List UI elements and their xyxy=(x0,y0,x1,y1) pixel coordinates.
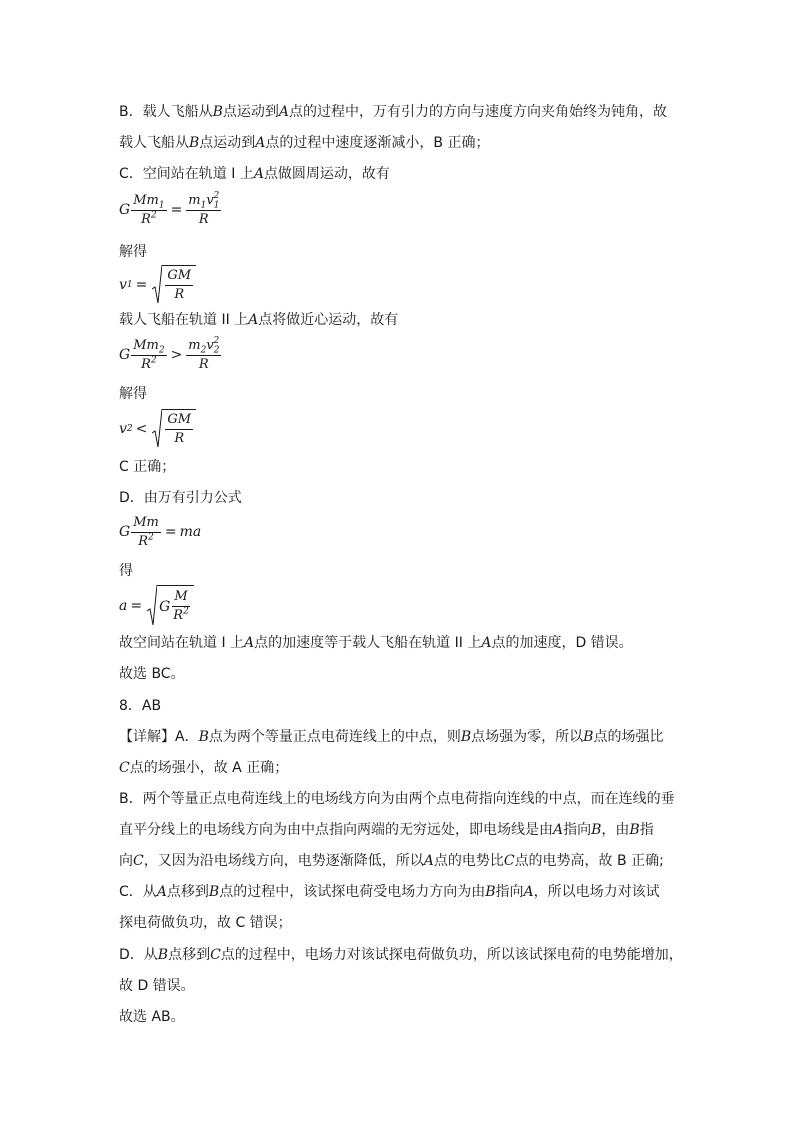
text-de: 得 xyxy=(119,563,133,579)
subscript: 2 xyxy=(213,345,220,356)
text-pick-8: 故选 AB。 xyxy=(119,1009,185,1025)
text: 点运动到 xyxy=(199,135,256,151)
numerator: GM xyxy=(165,412,193,430)
var-b: B xyxy=(157,947,169,963)
text: 点场强为零，所以 xyxy=(471,729,584,745)
sqrt-sign xyxy=(152,265,196,305)
var-a: A xyxy=(156,884,167,900)
denominator: R xyxy=(141,211,151,227)
greater-than-sign: > xyxy=(170,347,183,363)
equals-sign: = xyxy=(170,202,183,218)
subscript: 2 xyxy=(158,345,165,356)
text: ，所以电场力对该试 xyxy=(533,884,660,900)
velocity: v xyxy=(119,277,127,293)
text: C．空间站在轨道 I 上 xyxy=(119,166,254,182)
text: 直平分线上的电场线方向为由中点指向两端的无穷远处，即电场线是由 xyxy=(119,822,553,838)
text: 点的过程中，电场力对该试探电荷做负功，所以该试探电荷的电势能增加， xyxy=(220,947,683,963)
text: D．从 xyxy=(119,947,158,963)
subscript: 1 xyxy=(200,200,207,211)
equation-circular-motion xyxy=(119,191,222,229)
text: 点的过程中速度逐渐减小，B 正确； xyxy=(265,135,490,151)
var-c: C xyxy=(119,760,130,776)
denominator: R xyxy=(138,533,149,549)
numerator: M xyxy=(172,589,189,607)
symbol-g: G xyxy=(119,524,131,540)
text: 【详解】A． xyxy=(119,729,199,745)
text-pick-7: 故选 BC。 xyxy=(119,666,185,682)
text: 点的电势高，故 B 正确; xyxy=(514,853,664,869)
var-b: B xyxy=(485,884,496,900)
sqrt-sign xyxy=(152,409,196,449)
text-jiede-1: 解得 xyxy=(119,244,147,260)
numerator: Mm xyxy=(131,515,161,533)
acceleration: a xyxy=(119,598,128,614)
symbol-g: G xyxy=(159,598,171,615)
text-line-cc1 xyxy=(119,882,660,902)
superscript: 2 xyxy=(150,355,157,366)
velocity: v xyxy=(206,337,214,353)
equation-v2: v 2 < $\frac{GM}{R}$ xyxy=(119,408,196,450)
equation-v1: v 1 = $\frac{GM}{R}$ xyxy=(119,264,196,306)
var-b: B xyxy=(189,135,200,151)
text: 点的电势比 xyxy=(433,853,504,869)
text: 点为两个等量正点电荷连线上的中点，则 xyxy=(208,729,461,745)
var-a: A xyxy=(248,312,259,328)
superscript: 2 xyxy=(183,606,189,617)
text-line-b2 xyxy=(119,133,489,153)
text: 点移到 xyxy=(168,947,211,963)
text: 点的场强小，故 A 正确； xyxy=(129,760,289,776)
text-line-cc2: 探电荷做负功，故 C 错误； xyxy=(119,915,292,931)
var-c: C xyxy=(210,947,221,963)
text-line-a2 xyxy=(119,758,288,778)
numerator: Mm xyxy=(133,192,159,208)
equation-gravity xyxy=(119,513,201,551)
symbol-g: G xyxy=(119,347,131,363)
text: 向 xyxy=(119,853,133,869)
denominator: R xyxy=(174,431,185,446)
var-a: A xyxy=(481,635,492,651)
text-jiede-2: 解得 xyxy=(119,386,147,402)
text-c-correct: C 正确； xyxy=(119,459,176,475)
text: 点的加速度等于载人飞船在轨道 II 上 xyxy=(254,635,482,651)
subscript: 1 xyxy=(158,200,165,211)
text: 载人飞船在轨道 II 上 xyxy=(119,312,249,328)
var-b: B xyxy=(208,884,220,900)
superscript: 2 xyxy=(213,336,220,347)
text: ，又因为沿电场线方向，电势逐渐降低，所以 xyxy=(143,853,424,869)
text: 点移到 xyxy=(166,884,209,900)
fraction xyxy=(186,193,221,228)
var-c: C xyxy=(503,853,515,869)
text: C．从 xyxy=(119,884,157,900)
var-a: A xyxy=(244,635,255,651)
rhs: ma xyxy=(179,524,202,540)
text-line-d2 xyxy=(119,633,633,653)
subscript: 1 xyxy=(213,200,220,211)
var-b: B xyxy=(460,729,472,745)
text: 点的场强比 xyxy=(593,729,664,745)
superscript: 2 xyxy=(213,191,220,202)
var-a: A xyxy=(253,166,264,182)
denominator: R xyxy=(174,287,185,302)
text: 指向 xyxy=(495,884,524,900)
text-line-d1: D．由万有引力公式 xyxy=(119,490,242,506)
symbol-g: G xyxy=(119,202,131,218)
text: 载人飞船从 xyxy=(119,135,189,151)
var-b: B xyxy=(629,822,640,838)
question-8-answer: 8．AB xyxy=(119,698,162,714)
denominator: R xyxy=(198,356,209,372)
text-line-c2 xyxy=(119,310,398,330)
numerator: GM xyxy=(165,268,193,286)
text-line-dd2: 故 D 错误。 xyxy=(119,978,195,994)
fraction xyxy=(186,338,221,373)
less-than-sign: < xyxy=(135,421,148,437)
text-line-b1 xyxy=(119,102,667,122)
text-line-bb1: B．两个等量正点电荷连线上的电场线方向为由两个点电荷指向连线的中点，而在连线的垂 xyxy=(119,791,675,807)
text: 指向 xyxy=(563,822,592,838)
text-line-dd1 xyxy=(119,945,683,965)
superscript: 2 xyxy=(150,210,157,221)
equals-sign: = xyxy=(130,598,143,614)
var-a: A xyxy=(423,853,434,869)
equation-acceleration xyxy=(119,584,194,628)
text: 故空间站在轨道 I 上 xyxy=(119,635,245,651)
var-a: A xyxy=(523,884,534,900)
fraction xyxy=(131,193,166,228)
text-line-c1 xyxy=(119,164,390,184)
var-a: A xyxy=(553,822,564,838)
text-line-bb2 xyxy=(119,820,654,840)
numerator: m xyxy=(188,192,201,208)
var-b: B xyxy=(198,729,209,745)
superscript: 2 xyxy=(148,532,154,543)
denominator: R xyxy=(141,356,151,372)
text: 点的过程中，万有引力的方向与速度方向夹角始终为钝角，故 xyxy=(289,104,668,120)
text: ，由 xyxy=(601,822,630,838)
text: 点的过程中，该试探电荷受电场力方向为由 xyxy=(219,884,486,900)
text: 指 xyxy=(639,822,654,838)
equals-sign: = xyxy=(135,277,148,293)
text: B．载人飞船从 xyxy=(119,104,213,120)
denominator: R xyxy=(198,211,209,227)
var-b: B xyxy=(591,822,602,838)
text: 点运动到 xyxy=(222,104,279,120)
fraction xyxy=(131,515,161,550)
text: 点的加速度，D 错误。 xyxy=(491,635,633,651)
velocity: v xyxy=(206,192,214,208)
fraction xyxy=(131,338,166,373)
sqrt-sign xyxy=(147,585,194,627)
var-c: C xyxy=(133,853,144,869)
equals-sign: = xyxy=(164,524,177,540)
denominator: R xyxy=(173,608,184,623)
text-line-bb3 xyxy=(119,851,664,871)
var-b: B xyxy=(583,729,594,745)
numerator: m xyxy=(188,337,201,353)
numerator: Mm xyxy=(133,337,159,353)
subscript: 2 xyxy=(200,345,207,356)
text: 点做圆周运动，故有 xyxy=(263,166,390,182)
velocity: v xyxy=(119,421,127,437)
text: 点将做近心运动，故有 xyxy=(258,312,399,328)
var-a: A xyxy=(255,135,266,151)
var-b: B xyxy=(212,104,223,120)
text-line-a1 xyxy=(119,727,663,747)
equation-centripetal xyxy=(119,336,222,374)
var-a: A xyxy=(278,104,290,120)
